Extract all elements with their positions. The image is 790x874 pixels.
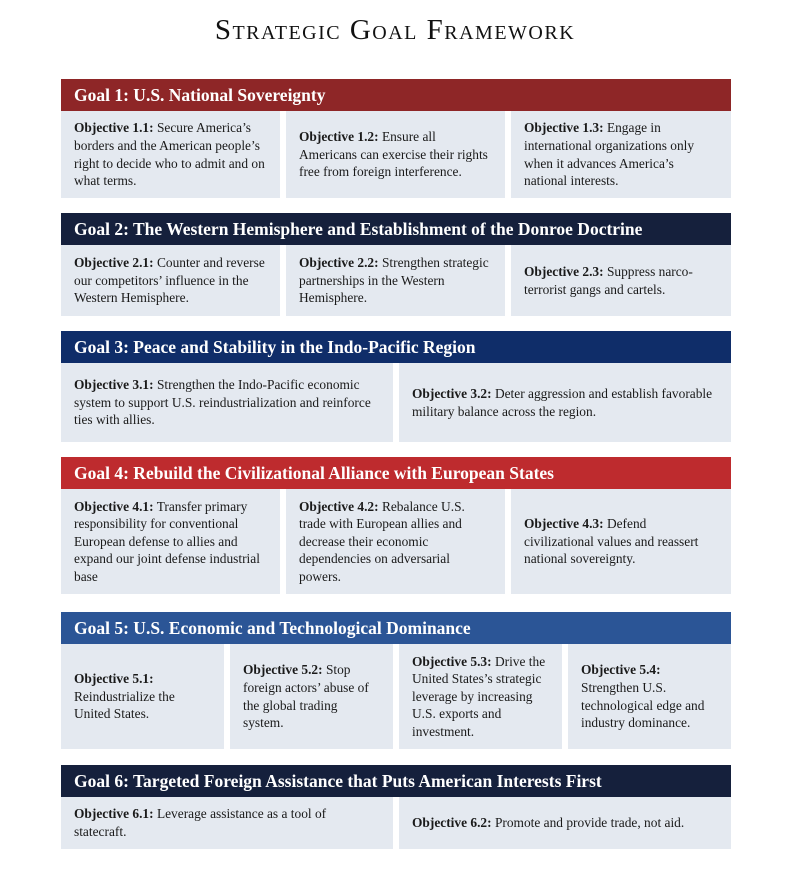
objective-label: Objective 4.3: [524, 516, 604, 532]
goal-2-section [61, 213, 731, 316]
goal-2-header: Goal 2: The Western Hemisphere and Establishment of the Donroe Doctrine [61, 213, 731, 245]
goal-3-header: Goal 3: Peace and Stability in the Indo-Pacific Region [61, 331, 731, 363]
goal-5-section [61, 612, 731, 749]
objective-3-1 [61, 363, 393, 442]
goal-1-section [61, 79, 731, 198]
objective-4-1 [61, 489, 280, 594]
objective-label: Objective 1.1: [74, 120, 154, 136]
objective-text: Ensure all Americans can exercise their rights free from foreign interference. [299, 129, 488, 180]
objective-label: Objective 5.3: [412, 653, 492, 669]
objective-label: Objective 2.1: [74, 255, 154, 271]
goal-6-section [61, 765, 731, 849]
objective-label: Objective 5.1: [74, 671, 154, 687]
objective-2-3 [511, 245, 731, 316]
goal-5-header: Goal 5: U.S. Economic and Technological Dominance [61, 612, 731, 644]
objective-5-4 [568, 644, 731, 749]
objective-label: Objective 3.2: [412, 385, 492, 401]
goal-4-header: Goal 4: Rebuild the Civilizational Alliance with European States [61, 457, 731, 489]
objective-5-3 [399, 644, 562, 749]
objective-6-2 [399, 797, 731, 849]
objective-text: Secure America’s borders and the American people’s right to decide who to admit and on what terms. [74, 120, 265, 189]
objective-text: Strengthen strategic partnerships in the Western Hemisphere. [299, 255, 489, 306]
objective-2-2 [286, 245, 505, 316]
goal-1-header: Goal 1: U.S. National Sovereignty [61, 79, 731, 111]
objective-text: Defend civilizational values and reassert national sovereignty. [524, 516, 699, 567]
objective-6-1 [61, 797, 393, 849]
objective-label: Objective 5.4: [581, 662, 661, 678]
objective-5-2 [230, 644, 393, 749]
objective-label: Objective 1.2: [299, 129, 379, 145]
objective-text: Engage in international organizations only when it advances America’s national interests. [524, 120, 695, 189]
objective-label: Objective 4.1: [74, 498, 154, 514]
objective-label: Objective 2.2: [299, 255, 379, 271]
objective-3-2 [399, 363, 731, 442]
goal-4-section [61, 457, 731, 594]
objective-1-3 [511, 111, 731, 198]
objective-4-2 [286, 489, 505, 594]
objective-text: Suppress narco-terrorist gangs and cartels. [524, 263, 693, 297]
objective-label: Objective 6.2: [412, 815, 492, 831]
objective-text: Promote and provide trade, not aid. [494, 815, 685, 831]
objective-label: Objective 5.2: [243, 662, 323, 678]
objective-text: Transfer primary responsibility for conventional European defense to allies and expand our joint defense industrial base [74, 498, 260, 584]
page-title: Strategic Goal Framework [214, 14, 576, 46]
objective-4-3 [511, 489, 731, 594]
objective-text: Rebalance U.S. trade with European allies and decrease their economic dependencies on adversarial powers. [299, 498, 465, 584]
objective-5-1 [61, 644, 224, 749]
objective-label: Objective 4.2: [299, 498, 379, 514]
objective-text: Reindustrialize the United States. [74, 688, 175, 722]
objective-2-1 [61, 245, 280, 316]
objective-text: Leverage assistance as a tool of statecraft. [74, 806, 327, 839]
goal-3-section [61, 331, 731, 442]
objective-text: Strengthen the Indo-Pacific economic system to support U.S. reindustrialization and reinforce ties with allies. [74, 377, 371, 428]
objective-text: Counter and reverse our competitors’ influence in the Western Hemisphere. [74, 255, 265, 306]
objective-label: Objective 1.3: [524, 120, 604, 136]
objective-1-2 [286, 111, 505, 198]
objective-label: Objective 3.1: [74, 377, 154, 393]
goal-6-header: Goal 6: Targeted Foreign Assistance that Puts American Interests First [61, 765, 731, 797]
objective-text: Deter aggression and establish favorable military balance across the region. [412, 385, 713, 419]
objective-text: Stop foreign actors’ abuse of the global trading system. [243, 662, 369, 731]
objective-1-1 [61, 111, 280, 198]
objective-text: Drive the United States’s strategic leverage by increasing U.S. exports and investment. [412, 653, 546, 739]
objective-label: Objective 6.1: [74, 806, 154, 822]
objective-text: Strengthen U.S. technological edge and industry dominance. [581, 679, 705, 731]
objective-label: Objective 2.3: [524, 263, 604, 279]
